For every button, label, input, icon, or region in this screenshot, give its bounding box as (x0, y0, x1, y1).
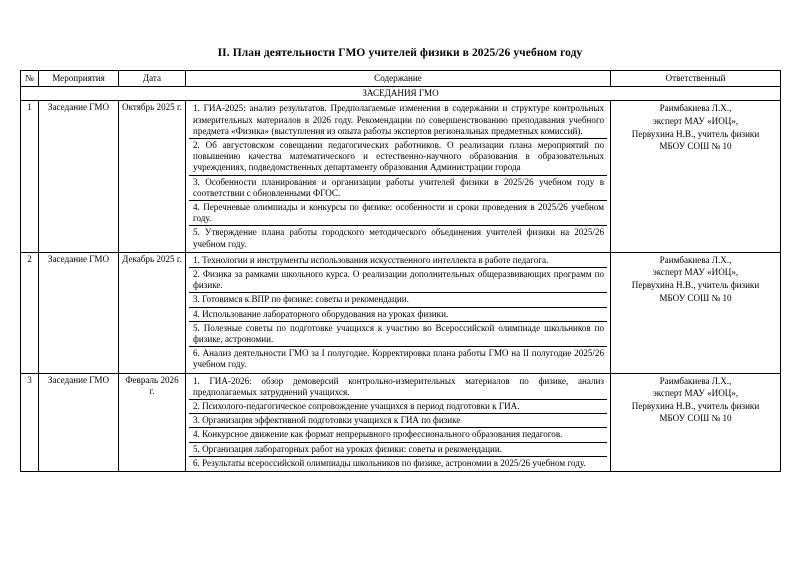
responsible-line: эксперт МАУ «ИОЦ», (652, 116, 739, 126)
cell-date: Октябрь 2025 г. (119, 101, 186, 252)
content-item: 6. Результаты всероссийской олимпиады школьников по физике, астрономии в 2025/26 учебном году. (193, 457, 586, 468)
column-header-number: № (21, 71, 39, 87)
responsible-line: эксперт МАУ «ИОЦ», (652, 388, 739, 399)
cell-number: 1 (21, 101, 39, 252)
cell-content (186, 252, 611, 373)
table-row (21, 373, 781, 471)
content-item: 3. Особенности планирования и организации работы учителей физики в 2025/26 учебном году в соответствии с обновленными ФГОС. (189, 176, 607, 201)
cell-number: 3 (21, 373, 39, 471)
content-item: 2. Об августовском совещании педагогических работников. О реализации плана мероприятий по повышению качества математического и естественно-научного образования в образовательных учреждениях, подведомственных департаменту образования Администрации города (189, 139, 607, 176)
responsible-line: Раимбакиева Л.Х., (659, 375, 732, 386)
table-header-row (21, 71, 781, 87)
content-item: 4. Использование лабораторного оборудования на уроках физики. (189, 308, 607, 322)
content-item: 1. Технологии и инструменты использования искусственного интеллекта в работе педагога. (189, 254, 607, 268)
responsible-line: МБОУ СОШ № 10 (659, 413, 732, 424)
section-heading-row (21, 87, 781, 101)
page-title: II. План деятельности ГМО учителей физики в 2025/26 учебном году (217, 47, 583, 59)
column-header-responsible: Ответственный (611, 71, 781, 87)
content-item: 5. Организация лабораторных работ на уроках физики: советы и рекомендации. (189, 443, 607, 457)
responsible-line: Первухина Н.В., учитель физики (631, 280, 760, 291)
plan-table (20, 70, 781, 472)
responsible-line: Раимбакиева Л.Х., (659, 103, 732, 114)
content-item: 5. Утверждение плана работы городского методического объединения учителей физики на 2025/26 учебном году. (193, 227, 604, 249)
cell-date: Декабрь 2025 г. (119, 252, 186, 373)
responsible-line: Раимбакиева Л.Х., (659, 254, 732, 265)
section-heading-label: ЗАСЕДАНИЯ ГМО (21, 87, 781, 101)
responsible-line: МБОУ СОШ № 10 (659, 292, 732, 303)
responsible-line: МБОУ СОШ № 10 (659, 141, 732, 152)
content-item: 6. Анализ деятельности ГМО за I полугодие. Корректировка плана работы ГМО на II полугодие 2025/26 учебном году. (193, 348, 604, 370)
content-item: 5. Полезные советы по подготовке учащихся к участию во Всероссийской олимпиаде школьников по физике, астрономии. (189, 322, 607, 347)
responsible-line: эксперт МАУ «ИОЦ», (652, 267, 739, 278)
table-body (21, 87, 781, 472)
content-item: 1. ГИА-2025: анализ результатов. Предполагаемые изменения в содержании и структуре контрольных измерительных материалов в 2026 году. Рекомендации по совершенствованию преподавания учебного предмета «Физика» (выступления из опыта работы экспертов региональных предметных комиссий). (189, 102, 607, 139)
cell-event: Заседание ГМО (39, 252, 119, 373)
cell-number: 2 (21, 252, 39, 373)
cell-responsible (611, 373, 781, 471)
content-item: 3. Готовимся к ВПР по физике: советы и рекомендации. (189, 293, 607, 307)
content-item: 2. Физика за рамками школьного курса. О реализации дополнительных общеразвивающих программ по физике. (189, 268, 607, 293)
content-item: 1. ГИА-2026: обзор демоверсий контрольно-измерительных материалов по физике, анализ предполагаемых затруднений учащихся. (189, 375, 607, 400)
column-header-date: Дата (119, 71, 186, 87)
responsible-line: Первухина Н.В., учитель физики (631, 128, 760, 139)
cell-event: Заседание ГМО (39, 373, 119, 471)
content-item: 4. Конкурсное движение как формат непрерывного профессионального образования педагогов. (189, 428, 607, 442)
cell-content (186, 373, 611, 471)
content-item: 2. Психолого-педагогическое сопровождение учащихся в период подготовки к ГИА. (189, 400, 607, 414)
responsible-line: Первухина Н.В., учитель физики (631, 400, 760, 411)
cell-content (186, 101, 611, 252)
column-header-event: Мероприятия (39, 71, 119, 87)
cell-date: Февраль 2026 г. (119, 373, 186, 471)
content-item: 4. Перечневые олимпиады и конкурсы по физике: особенности и сроки проведения в 2025/26 учебном году. (189, 201, 607, 226)
table-row (21, 252, 781, 373)
column-header-content: Содержание (186, 71, 611, 87)
cell-responsible (611, 252, 781, 373)
cell-event: Заседание ГМО (39, 101, 119, 252)
table-row (21, 101, 781, 252)
content-item: 3. Организация эффективной подготовки учащихся к ГИА по физике (189, 414, 607, 428)
cell-responsible (611, 101, 781, 252)
